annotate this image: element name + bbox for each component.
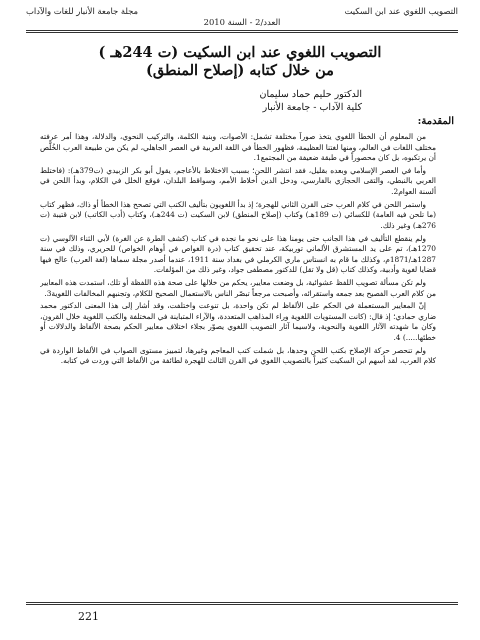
article-title-block xyxy=(40,44,440,80)
paragraph: من المعلوم أن الخطأ اللغوي يتخذ صوراً مختلفة تشمل: الأصوات، وبنية الكلمة، والتركيب النحوي، والدلالة، وهذا أمر عرفته مختلف اللغات في العالم، ومنها لغتنا العظيمة، فظهور الخطأ في اللغة العربية في العصر الجاهلي، لم يكن من طبيعة العرب الخُلَّص أن يرتكبوه، بل كان محصوراً في طبقة ضعيفة من المجتمع1. xyxy=(40,132,436,162)
paragraph: إنّ المعايير المستعملة في الحكم على الألفاظ لم تكن واحدة، بل تنوعت واختلفت، وقد أشار إلى هذا المعنى الدكتور محمد ضاري حمادي؛ إذ قال: (كانت المستويات اللغوية وراء المذاهب المتعددة، والآراء المتباينة في المختلفة والكتب اللغوية خلال القرون، وكان ما شهدته الآثار اللغوية والنحوية، ولاسيما آثار التصويب اللغوي يصوّر بجلاء اختلاف معايير الحكم بصحة الألفاظ والدلالات أو خطئها.....) 4. xyxy=(40,301,436,342)
running-header xyxy=(26,6,458,28)
paragraph: وأما في العصر الإسلامي وبعده بقليل، فقد انتشر اللحن؛ بسبب الاختلاط بالأعاجم، يقول أبو بكر الزبيدي (ت379هـ): (فاختلط العربي بالنبطي، والتقى الحجازي بالفارسي، ودخل الدين أخلاط الأمم، وسواقط البلدان، فوقع الخلل في الكلام، وبدأ اللحن في ألسنة العوام2. xyxy=(40,165,436,196)
footer-divider xyxy=(26,602,458,605)
header-article-title: التصويب اللغوي عند ابن السكيت xyxy=(344,6,458,16)
article-title-line-2: من خلال كتابه (إصلاح المنطق) xyxy=(146,62,334,79)
paragraph: واستمر اللحن في كلام العرب حتى القرن الثاني للهجرة؛ إذ بدأ اللغويون بتأليف الكتب التي تصحح هذا الخطأ أو ذاك، فظهر كتاب (ما تلحن فيه العامة) للكسائي (ت 189هـ) وكتاب (إصلاح المنطق) لابن السكيت (ت 244هـ)، وكتاب (أدب الكاتب) لابن قتيبة (ت 276هـ) وغير ذلك. xyxy=(40,199,436,230)
author-block xyxy=(162,88,362,114)
author-affiliation: كلية الآداب - جامعة الأنبار xyxy=(262,102,362,113)
paragraph: ولم تنحصر حركة الإصلاح بكتب اللحن وحدها، بل شملت كتب المعاجم وغيرها، لتمييز مستوى الصواب في الألفاظ الواردة في كلام العرب، لقد أسهم ابن السكيت كثيراً بالتصويب اللغوي في القرن الثالث للهجرة لطائفة من الألفاظ التي وردت في كتابه. xyxy=(40,345,436,366)
author-name: الدكتور حليم حماد سليمان xyxy=(259,89,362,100)
article-title-line-1: التصويب اللغوي عند ابن السكيت (ت 244هـ ) xyxy=(98,44,382,61)
body-text xyxy=(40,132,436,590)
section-heading: المقدمة: xyxy=(417,116,454,127)
paragraph: ولم تكن مسألة تصويب اللفظ عشوائية، بل وضعت معايير، يحكم من خلالها على صحة هذه اللفظة أو تلك، استمدت هذه المعايير من كلام العرب الفصيح بعد جمعه واستقرائه، وأصبحت مرجعاً تبصّر الناس بالاستعمال الصحيح للكلام، وتجنبهم المخالفات اللغوية3. xyxy=(40,278,436,298)
page-number: 221 xyxy=(78,610,99,623)
header-divider xyxy=(26,30,458,33)
header-issue: العدد/2 - السنة 2010 xyxy=(203,17,281,27)
paragraph: ولم ينقطع التأليف في هذا الجانب حتى يومنا هذا على نحو ما نجده في كتاب (كشف الطرة عن الغرة) لأبي الثناء الآلوسي (ت 1270هـ)، تم على يد المستشرق الألماني توربيكة، عند تحقيق كتاب (درة الغواص في أوهام الخواص) للحريري، وذلك في سنة 1287هـ/1871م، وكذلك ما قام به انستاس ماري الكرملي في بغداد سنة 1911، عندما أصدر مجلة سماها (لغة العرب) عالج فيها قضايا لغوية وأدبية، وكذلك كتاب (قل ولا تقل) للدكتور مصطفى جواد، وغير ذلك من المؤلفات. xyxy=(40,233,436,275)
header-journal-name: مجلة جامعة الأنبار للغات والآداب xyxy=(26,6,138,16)
